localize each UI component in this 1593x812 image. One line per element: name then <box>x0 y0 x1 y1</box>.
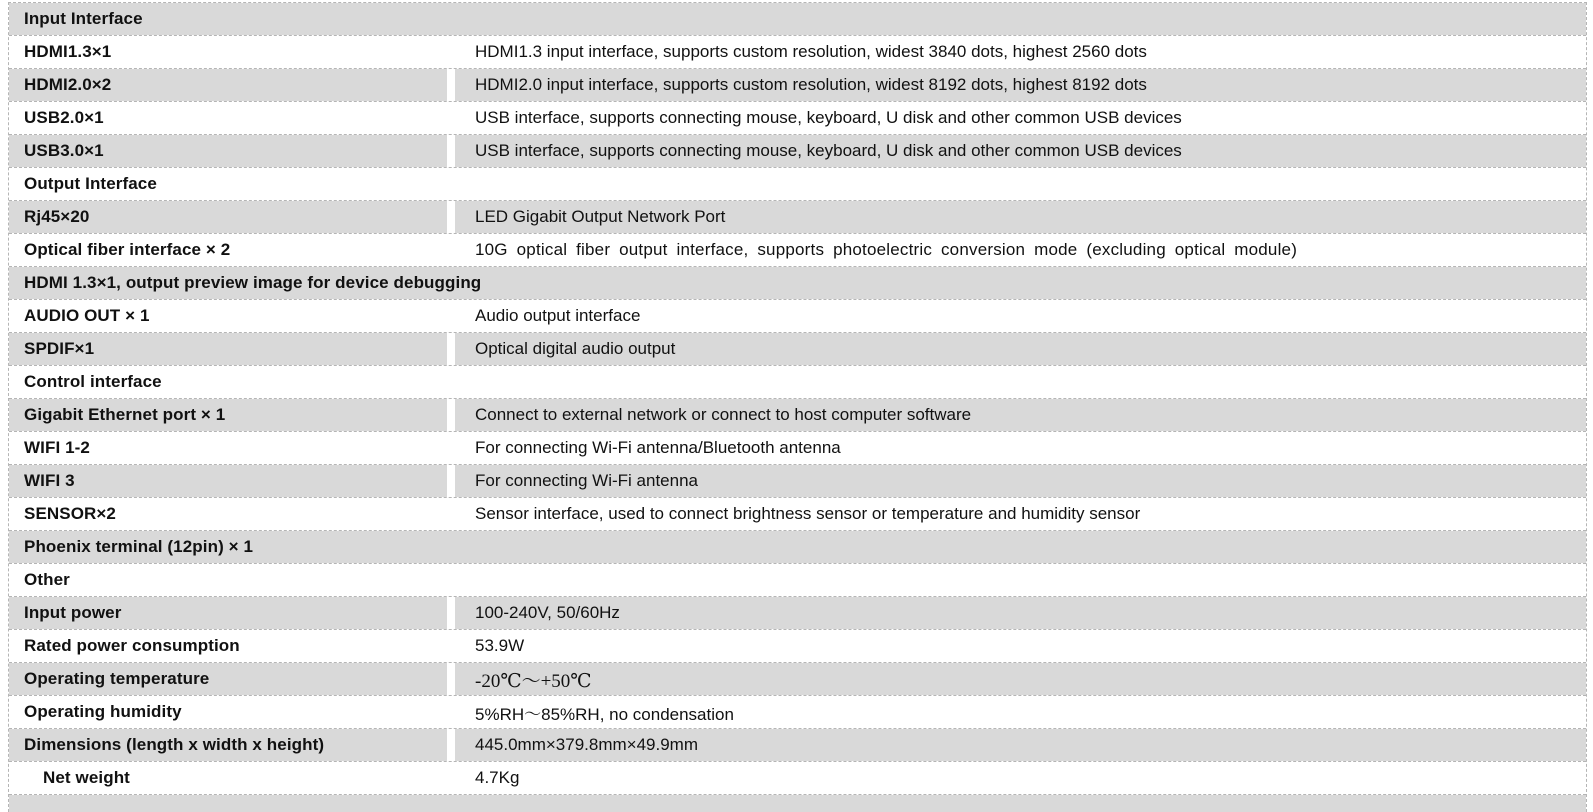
spec-desc: LED Gigabit Output Network Port <box>455 201 1586 233</box>
table-row <box>9 234 1586 267</box>
table-row <box>9 135 1586 168</box>
section-title: Phoenix terminal (12pin) × 1 <box>9 531 1586 563</box>
table-row <box>9 36 1586 69</box>
spec-desc: 445.0mm×379.8mm×49.9mm <box>455 729 1586 761</box>
spec-desc: Connect to external network or connect to host computer software <box>455 399 1586 431</box>
spec-label: Operating humidity <box>24 702 182 721</box>
section-row-output-interface <box>9 168 1586 201</box>
section-row-other <box>9 564 1586 597</box>
spec-label: Operating temperature <box>9 663 447 695</box>
spec-label: Rated power consumption <box>24 636 240 655</box>
spec-label: WIFI 1-2 <box>24 438 90 457</box>
section-title: Input Interface <box>9 3 1586 35</box>
spec-desc: 4.7Kg <box>475 768 520 787</box>
spec-desc: 53.9W <box>475 636 525 655</box>
section-title: HDMI 1.3×1, output preview image for device debugging <box>9 267 1586 299</box>
table-row <box>9 333 1586 366</box>
spec-table <box>8 2 1587 812</box>
section-row-input-interface <box>9 3 1586 36</box>
table-row <box>9 102 1586 135</box>
section-row-phoenix-terminal <box>9 531 1586 564</box>
spec-label: Dimensions (length x width x height) <box>9 729 447 761</box>
table-row <box>9 201 1586 234</box>
spec-label: SENSOR×2 <box>24 504 116 523</box>
spec-desc: HDMI2.0 input interface, supports custom resolution, widest 8192 dots, highest 8192 dots <box>455 69 1586 101</box>
table-row <box>9 465 1586 498</box>
table-row <box>9 432 1586 465</box>
spec-label: Gigabit Ethernet port × 1 <box>9 399 447 431</box>
spec-label: USB2.0×1 <box>24 108 104 127</box>
table-row <box>9 762 1586 795</box>
spec-label: AUDIO OUT × 1 <box>24 306 150 325</box>
section-title: Output Interface <box>24 174 157 193</box>
spec-desc: USB interface, supports connecting mouse, keyboard, U disk and other common USB devices <box>455 135 1586 167</box>
spec-desc: 100-240V, 50/60Hz <box>455 597 1586 629</box>
spec-desc: HDMI1.3 input interface, supports custom resolution, widest 3840 dots, highest 2560 dots <box>475 42 1147 61</box>
table-row <box>9 729 1586 762</box>
table-row <box>9 399 1586 432</box>
spec-desc: USB interface, supports connecting mouse, keyboard, U disk and other common USB devices <box>475 108 1182 127</box>
spec-label: WIFI 3 <box>9 465 447 497</box>
spec-desc: Sensor interface, used to connect brightness sensor or temperature and humidity sensor <box>475 504 1141 523</box>
spec-label: Net weight <box>43 768 130 787</box>
spec-desc: -20℃～+50℃ <box>455 663 1586 695</box>
spec-desc: Optical digital audio output <box>455 333 1586 365</box>
spec-label: SPDIF×1 <box>9 333 447 365</box>
spec-label: HDMI2.0×2 <box>9 69 447 101</box>
table-row <box>9 663 1586 696</box>
spec-desc: For connecting Wi-Fi antenna/Bluetooth antenna <box>475 438 841 457</box>
table-bottom-strip <box>9 795 1586 812</box>
table-row <box>9 696 1586 729</box>
spec-label: Rj45×20 <box>9 201 447 233</box>
spec-desc: 5%RH～85%RH, no condensation <box>475 704 734 724</box>
section-row-hdmi-preview <box>9 267 1586 300</box>
spec-desc: Audio output interface <box>475 306 641 325</box>
table-row <box>9 69 1586 102</box>
table-row <box>9 300 1586 333</box>
table-row <box>9 498 1586 531</box>
spec-label: USB3.0×1 <box>9 135 447 167</box>
spec-desc: 10G optical fiber output interface, supports photoelectric conversion mode (excluding optical module) <box>475 240 1298 259</box>
table-row <box>9 630 1586 663</box>
section-row-control-interface <box>9 366 1586 399</box>
spec-label: Optical fiber interface × 2 <box>24 240 231 259</box>
table-row <box>9 597 1586 630</box>
spec-label: Input power <box>9 597 447 629</box>
section-title: Other <box>24 570 70 589</box>
section-title: Control interface <box>24 372 162 391</box>
spec-label: HDMI1.3×1 <box>24 42 112 61</box>
spec-desc: For connecting Wi-Fi antenna <box>455 465 1586 497</box>
